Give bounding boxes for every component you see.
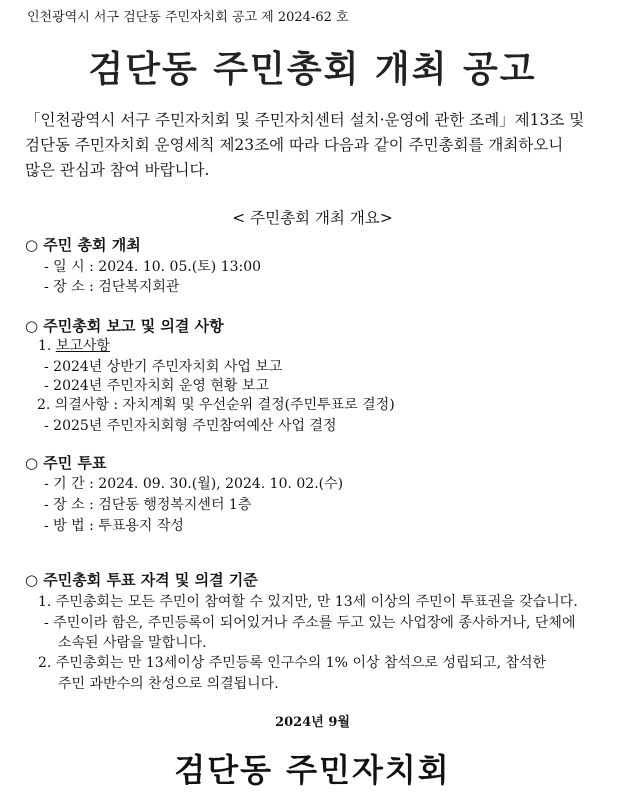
notice-reference: 인천광역시 서구 검단동 주민자치회 공고 제 2024-62 호	[27, 10, 349, 25]
issuing-organization: 검단동 주민자치회	[174, 751, 451, 789]
section-line: - 기 간 : 2024. 09. 30.(월), 2024. 10. 02.(수)	[44, 476, 344, 492]
section-line: - 장 소 : 검단동 행정복지센터 1층	[44, 497, 252, 513]
intro-line: 많은 관심과 참여 바랍니다.	[25, 161, 210, 179]
document-title: 검단동 주민총회 개최 공고	[88, 49, 537, 90]
subsection-number: 1.	[38, 338, 56, 354]
section-heading: ○ 주민 투표	[25, 454, 107, 472]
section-line: - 방 법 : 투표용지 작성	[44, 518, 184, 534]
section-line: 1. 주민총회는 모든 주민이 참여할 수 있지만, 만 13세 이상의 주민이 투표권을 갖습니다.	[38, 594, 578, 610]
notice-date: 2024년 9월	[275, 715, 350, 730]
section-line: - 일 시 : 2024. 10. 05.(토) 13:00	[44, 259, 262, 275]
intro-line: 「인천광역시 서구 주민자치회 및 주민자치센터 설치·운영에 관한 조례」제13조 및	[25, 111, 585, 129]
section-line: 2. 주민총회는 만 13세이상 주민등록 인구수의 1% 이상 참석으로 성립되고, 참석한	[38, 655, 547, 671]
section-line: - 주민이라 함은, 주민등록이 되어있거나 주소를 두고 있는 사업장에 종사하거나, 단체에	[44, 615, 576, 631]
subsection-resolution: 2. 의결사항 : 자치계획 및 우선순위 결정(주민투표로 결정)	[37, 397, 395, 413]
section-line: - 2024년 주민자치회 운영 현황 보고	[44, 378, 269, 394]
intro-line: 검단동 주민자치회 운영세칙 제23조에 따라 다음과 같이 주민총회를 개최하오니	[25, 136, 564, 154]
section-line: 주민 과반수의 찬성으로 의결됩니다.	[58, 676, 279, 692]
section-heading: ○ 주민 총회 개최	[25, 236, 141, 254]
section-line: - 장 소 : 검단복지회관	[44, 279, 180, 295]
subsection-label: 보고사항	[55, 338, 110, 354]
subsection-report	[38, 337, 110, 355]
section-heading: ○ 주민총회 투표 자격 및 의결 기준	[25, 571, 258, 589]
overview-heading: < 주민총회 개최 개요>	[232, 209, 393, 227]
section-line: - 2024년 상반기 주민자치회 사업 보고	[44, 359, 283, 375]
section-heading: ○ 주민총회 보고 및 의결 사항	[25, 317, 224, 335]
section-line: - 2025년 주민자치회형 주민참여예산 사업 결정	[44, 418, 337, 434]
section-line: 소속된 사람을 말합니다.	[58, 635, 207, 651]
